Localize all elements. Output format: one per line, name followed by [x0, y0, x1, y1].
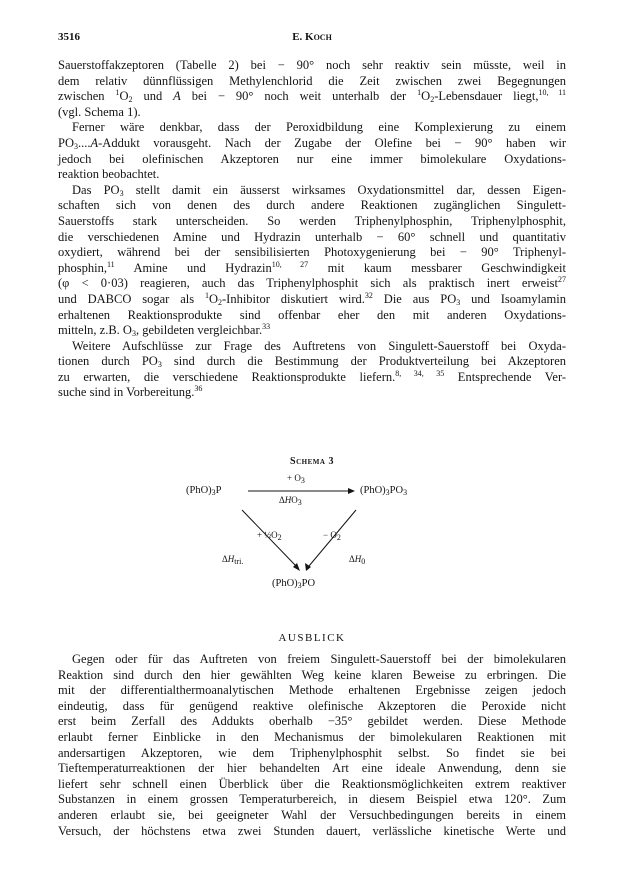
text-line: Das $PO_3$ stellt damit ein äusserst wirksames Oxydationsmittel dar, dessen Eigen- — [72, 182, 567, 198]
label-plus-ozone: + $O_3$ — [287, 473, 305, 485]
text-line: erhaltenen Reaktionsprodukte sind offenbar eher den mit anderen Oxydations- — [58, 307, 566, 322]
text-line: erlaubt ferner Einblicke in den Mechanismus der bimolekularen Reaktionen mit — [58, 729, 566, 744]
section-heading-ausblick: AUSBLICK — [278, 632, 346, 644]
text-line: die verschiedenen Amine und Hydrazin unterhalb − 60° schnell und quantitativ — [58, 229, 566, 244]
text-line: suche sind in Vorbereitung.$^{36}$ — [58, 384, 203, 400]
text-line: andersartigen Akzeptoren, wie dem Triphenylphosphit selbst. So findet sie bei — [58, 745, 566, 760]
page-header — [58, 31, 566, 47]
text-line: Substanzen in einem grossen Temperaturbereich, in diesem Beispiel etwa 120°. Zum — [58, 792, 566, 807]
label-minus-oxygen: − $O_2$ — [323, 530, 341, 542]
text-line: Reaktion sind durch den hier gewählten Weg keine klaren Beweise zu erbringen. Die — [58, 667, 566, 682]
text-line: Sauerstoffs stark unterscheiden. So werden Triphenylphosphin, Triphenylphosphit, — [58, 213, 566, 228]
page-number: 3516 — [58, 31, 80, 43]
label-delta-h-triplet: $\Delta H_{tri.}$ — [222, 554, 244, 566]
text-line: eindeutig, dass für genügend reaktive olefinische Akzeptoren die Peroxide nicht — [58, 698, 566, 713]
text-line: liefert sehr schnell einen Überblick über die Reaktionsmöglichkeiten extrem reaktiver — [58, 776, 566, 791]
text-line: Ferner wäre denkbar, dass der Peroxidbildung eine Komplexierung zu einem — [72, 120, 566, 135]
arrow-top-head — [348, 488, 355, 494]
body-text-upper — [58, 58, 566, 401]
text-line: oxydiert, während bei der sensibilisierten Photoxygenierung bei − 90° Triphenyl- — [58, 245, 566, 260]
body-text-lower — [58, 652, 566, 839]
text-line: zu erwarten, die verschiedene Reaktionsprodukte liefern.$^{8, 34, 35}$ Entsprechende Ver- — [58, 368, 567, 384]
text-line: reaktion beobachtet. — [58, 167, 160, 182]
text-line: jedoch bei olefinischen Akzeptoren nur eine immer bimolekulare Oxydations- — [58, 151, 566, 166]
phosphate-product: $(PhO)_3PO$ — [272, 578, 316, 590]
text-line: phosphin,$^{11}$ Amine und Hydrazin$^{10, 27}$ mit kaum messbarer Geschwindigkeit — [58, 259, 567, 275]
label-delta-h-ozone: $\Delta HO_3$ — [279, 495, 302, 507]
text-line: und DABCO sogar als $^1O_2$-Inhibitor diskutiert wird.$^{32}$ Die aus $PO_3$ und Isoamylamin — [58, 290, 566, 307]
text-line: Gegen oder für das Auftreten von freiem Singulett-Sauerstoff bei der bimolekularen — [72, 652, 566, 666]
reaction-scheme — [160, 448, 460, 598]
text-line: anderen erlaubt sie, bei geeigneter Wahl der Versuchbedingungen bereits in einem — [58, 807, 566, 822]
reactant-triphenylphosphite: $(PhO)_3P$ — [186, 485, 222, 497]
text-line: Versuch, der höchstens etwa zwei Stunden dauert, verlässliche kinetische Werte und — [58, 823, 566, 838]
text-line: dem relativ dünnflüssigen Methylenchlorid die Zeit zwischen zwei Begegnungen — [58, 73, 566, 88]
text-line: erst beim Zerfall des Addukts oberhalb −35° gebildet werden. Diese Methode — [58, 714, 566, 729]
text-line: $PO_3....A$-Addukt vorausgeht. Nach der Zugabe der Olefine bei − 90° haben wir — [58, 135, 566, 151]
text-line: Sauerstoffakzeptoren (Tabelle 2) bei − 90° noch sehr reaktiv sein müsste, weil in — [58, 58, 566, 72]
text-line: (φ < 0·03) reagieren, auch das Triphenylphosphit sich als praktisch inert erweist$^{27}$ — [58, 275, 566, 291]
running-head-author: E. Koch — [292, 31, 332, 43]
text-line: schaften sich von denen des durch andere Reaktionen zugänglichen Singulett- — [58, 198, 566, 213]
label-plus-half-oxygen: + $\frac{1}{2}O_2$ — [257, 530, 282, 542]
text-line: zwischen $^1O_2$ und A bei − 90° noch weit unterhalb der $^1O_2$-Lebensdauer liegt,$^{10, 11}$ — [58, 88, 567, 105]
schema-title: Schema 3 — [290, 456, 334, 467]
ozonide-product: $(PhO)_3PO_3$ — [360, 485, 408, 497]
text-line: (vgl. Schema 1). — [58, 104, 141, 119]
text-line: tionen durch $PO_3$ sind durch die Bestimmung der Produktverteilung bei Akzeptoren — [58, 354, 567, 370]
text-line: mitteln, z.B. $O_3$, gebildeten vergleichbar.$^{33}$ — [58, 322, 271, 339]
scheme-arrows — [160, 448, 460, 598]
label-delta-h-zero: $\Delta H_0$ — [349, 554, 366, 566]
text-line: mit der differentialthermoanalytischen Methode erhaltenen Ergebnisse zeigen jedoch — [58, 683, 566, 698]
text-line: Tieftemperaturreaktionen der hier behandelten Art eine ideale Anwendung, denn sie — [58, 761, 566, 776]
text-line: Weitere Aufschlüsse zur Frage des Auftretens von Singulett-Sauerstoff bei Oxyda- — [72, 338, 566, 353]
